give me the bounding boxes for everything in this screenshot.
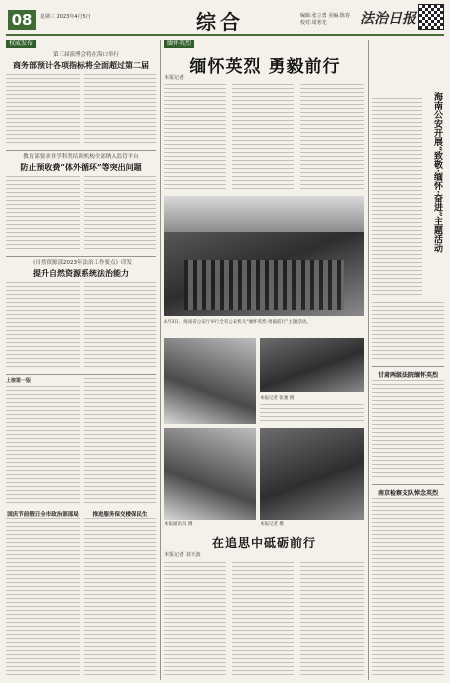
section-tag-martyrs: 缅怀英烈 (164, 40, 194, 48)
section-title: 综合 (196, 10, 244, 34)
feature-headline: 缅怀英烈 勇毅前行 (189, 57, 341, 77)
sub-body-1 (164, 562, 226, 678)
editor-line: 编辑:张立勇 美编:陈春 (300, 13, 350, 19)
photo-credit-2: 本报通讯员 摄 (164, 522, 193, 527)
sub-byline: 本报记者 刘天波 (164, 552, 201, 558)
article4-lede: 上接第一版 (6, 378, 32, 384)
article1-headline: 商务部预计各项指标将全面超过第二届 (13, 60, 149, 70)
article3-kicker: 《自然资源部2023年法治工作要点》印发 (30, 260, 132, 266)
article1-body-2 (84, 74, 156, 144)
photo-4 (164, 428, 256, 520)
left-column (6, 40, 156, 680)
photo-credit-3: 本报记者 摄 (260, 522, 284, 527)
right-body-3 (372, 498, 444, 678)
right-column (372, 40, 444, 680)
qr-code (418, 4, 444, 30)
feature-section (164, 40, 364, 680)
right-body-2 (372, 380, 444, 480)
sub-body-2 (232, 562, 294, 678)
feature-body-3 (300, 84, 364, 192)
article1-body (6, 74, 80, 144)
article5-body (84, 518, 156, 678)
photo-2 (164, 338, 256, 424)
article2-body-2 (84, 176, 156, 250)
photo-3 (260, 338, 364, 392)
right-body-1 (372, 98, 422, 298)
photo-5 (260, 428, 364, 520)
article3-body-2 (84, 282, 156, 368)
sub-body-3 (300, 562, 364, 678)
feature-body-1 (164, 84, 226, 192)
right-headline-2: 甘肃两级法院缅怀英烈 (377, 372, 438, 379)
main-photo-caption: 4月3日，海南省公安厅举行全省公安机关“缅怀英烈·勇毅前行”主题活动。 (164, 320, 311, 325)
page-number: 08 (8, 10, 36, 30)
right-body-1b (372, 302, 444, 362)
sub-headline: 在追思中砥砺前行 (211, 536, 316, 550)
article4-body-2 (84, 378, 156, 506)
photo-credit-1: 本报记者 张驰 摄 (260, 396, 295, 401)
article2-kicker: 教育部要求非学科类培训机构全部纳入监管平台 (23, 154, 139, 160)
article6-headline: 国庆节前假日全市政治部部局 (7, 512, 79, 518)
article1-kicker: 第三届演博会将在海口举行 (52, 52, 119, 58)
article4-body (6, 386, 80, 506)
masthead-rule (6, 34, 444, 36)
right-headline-1: 海南公安开展“致敬·缅怀·奋进”主题活动 (432, 92, 442, 253)
section-tag-authority: 权威发布 (6, 40, 36, 48)
photo-caption-block (260, 404, 364, 424)
feature-body-2 (232, 84, 294, 192)
article5-headline: 推进服务保交楼保民生 (92, 512, 148, 518)
proofreader-line: 校对:周寒光 (300, 20, 327, 26)
right-headline-3: 南京检察支队悼念英烈 (377, 490, 438, 497)
paper-name: 法治日报 (360, 11, 416, 27)
article3-body (6, 282, 80, 368)
article2-body (6, 176, 80, 250)
main-photo (164, 196, 364, 316)
feature-byline: 本报记者 (164, 75, 185, 81)
page-meta: 星期三 2023年4月5日 (40, 14, 91, 20)
article3-headline: 提升自然资源系统法治能力 (33, 268, 129, 278)
article6-body (6, 518, 80, 678)
article2-headline: 防止预收费“体外循环”等突出问题 (20, 162, 142, 172)
